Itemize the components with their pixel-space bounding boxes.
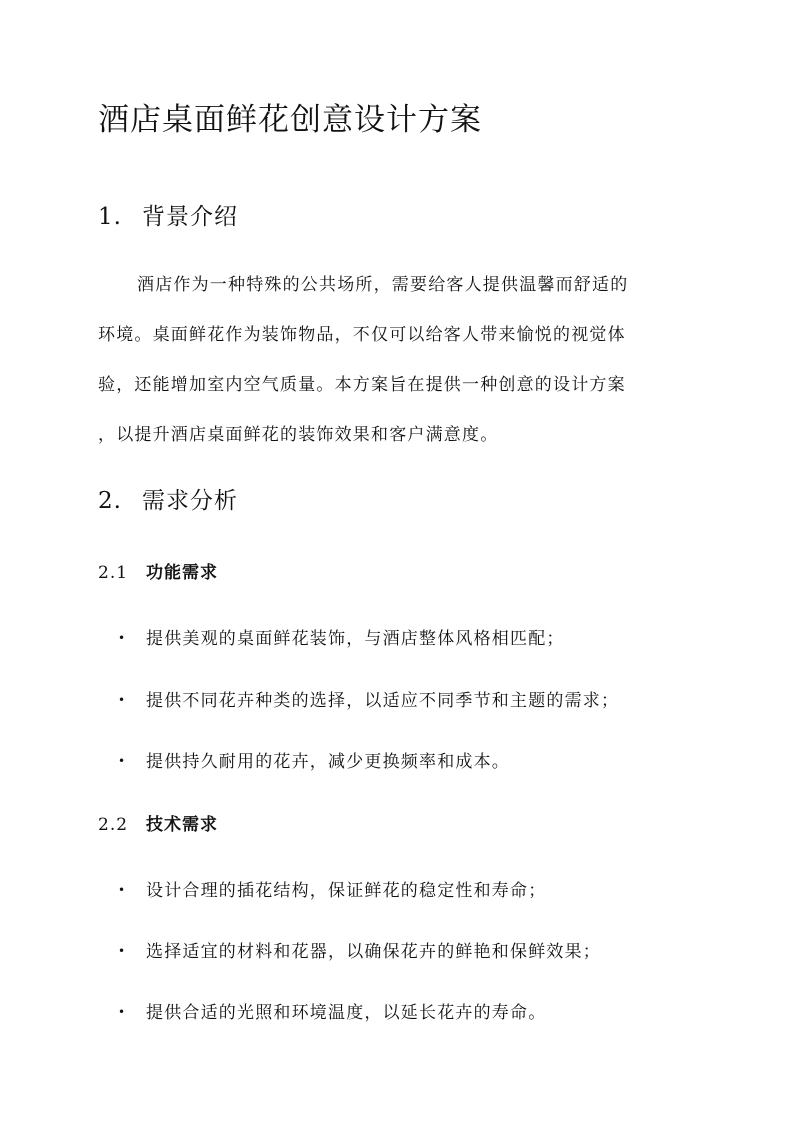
section-heading-background — [98, 198, 238, 231]
bullet-icon: • — [118, 693, 127, 707]
list-item-text: 提供持久耐用的花卉，减少更换频率和成本。 — [146, 752, 510, 772]
list-item-text: 提供合适的光照和环境温度，以延长花卉的寿命。 — [146, 1003, 547, 1023]
subsection-heading-functional — [98, 558, 218, 583]
subsection-number: 2.2 — [98, 815, 129, 835]
list-item-text: 提供不同花卉种类的选择，以适应不同季节和主题的需求； — [146, 691, 620, 711]
list-item-text: 选择适宜的材料和花器，以确保花卉的鲜艳和保鲜效果； — [146, 942, 601, 962]
bullet-icon: • — [118, 1005, 127, 1019]
bullet-icon: • — [118, 754, 127, 768]
list-item — [118, 624, 565, 649]
list-item — [118, 747, 510, 772]
list-item — [118, 686, 619, 711]
paragraph-line: ，以提升酒店桌面鲜花的装饰效果和客户满意度。 — [98, 425, 499, 445]
section-number: 1. — [98, 204, 122, 230]
list-item-text: 设计合理的插花结构，保证鲜花的稳定性和寿命； — [146, 881, 547, 901]
subsection-title: 功能需求 — [146, 563, 218, 583]
bullet-icon: • — [118, 944, 127, 958]
section-heading-requirements — [98, 482, 238, 515]
section-number: 2. — [98, 488, 122, 514]
bullet-icon: • — [118, 631, 127, 645]
list-item — [118, 937, 601, 962]
section-title: 需求分析 — [142, 488, 238, 514]
subsection-heading-technical — [98, 810, 218, 835]
document-title: 酒店桌面鲜花创意设计方案 — [98, 102, 482, 138]
paragraph-line: 酒店作为一种特殊的公共场所，需要给客人提供温馨而舒适的 — [137, 275, 629, 295]
list-item — [118, 998, 546, 1023]
subsection-title: 技术需求 — [146, 815, 218, 835]
paragraph-line: 环境。桌面鲜花作为装饰物品，不仅可以给客人带来愉悦的视觉体 — [98, 325, 626, 345]
bullet-icon: • — [118, 883, 127, 897]
list-item-text: 提供美观的桌面鲜花装饰，与酒店整体风格相匹配； — [146, 629, 565, 649]
section-title: 背景介绍 — [142, 204, 238, 230]
paragraph-line: 验，还能增加室内空气质量。本方案旨在提供一种创意的设计方案 — [98, 375, 626, 395]
list-item — [118, 876, 546, 901]
subsection-number: 2.1 — [98, 563, 129, 583]
